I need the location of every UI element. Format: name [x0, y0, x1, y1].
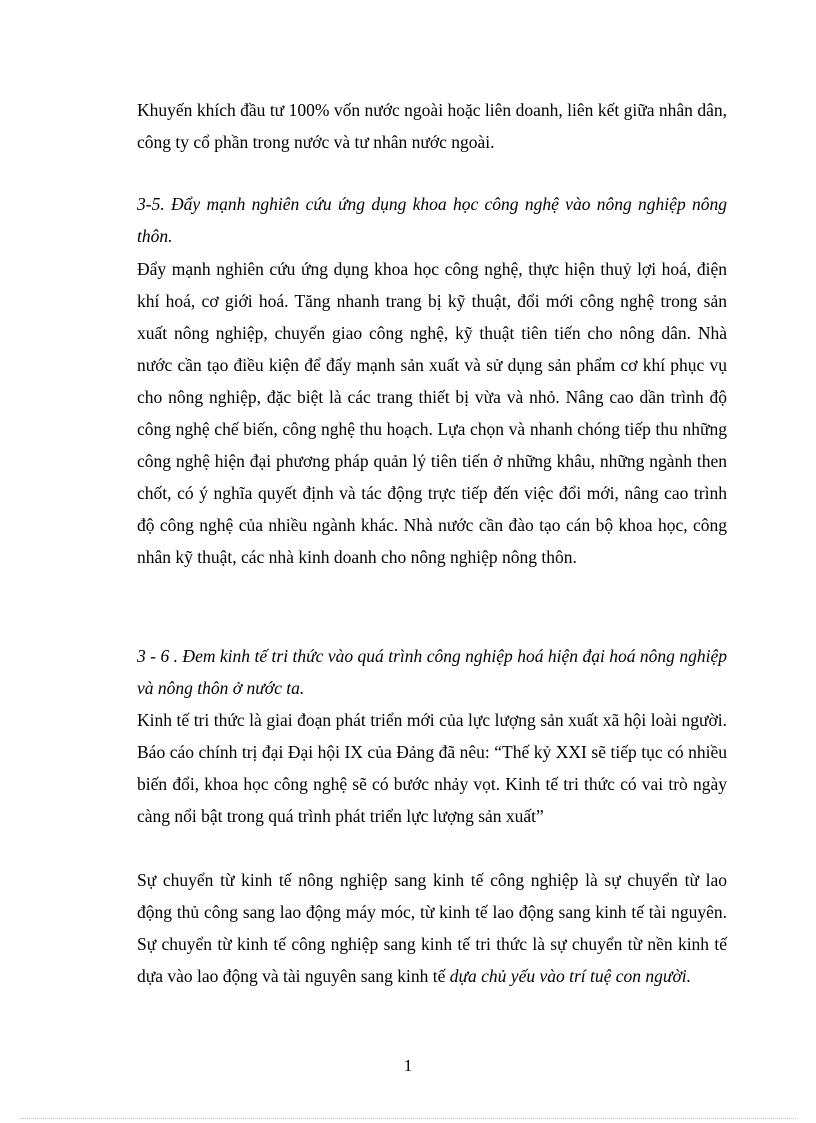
paragraph-foreign-investment: Khuyến khích đầu tư 100% vốn nước ngoài hoặc liên doanh, liên kết giữa nhân dân, công ty cổ phần trong nước và tư nhân nước ngoài.: [137, 100, 727, 152]
page-bottom-divider: [20, 1118, 796, 1119]
heading-3-5: 3-5. Đẩy mạnh nghiên cứu ứng dụng khoa học công nghệ vào nông nghiệp nông thôn.: [137, 194, 727, 246]
paragraph-economic-transition: [137, 864, 727, 992]
paragraph-economic-transition-text: Sự chuyển từ kinh tế nông nghiệp sang kinh tế công nghiệp là sự chuyển từ lao động thủ công sang lao động máy móc, từ kinh tế lao động sang kinh tế tài nguyên. Sự chuyển từ kinh tế công nghiệp sang kinh tế tri thức là sự chuyển từ nền kinh tế dựa vào lao động và tài nguyên sang kinh tế: [137, 870, 727, 986]
page-number: 1: [403, 1056, 413, 1075]
paragraph-science-technology: Đẩy mạnh nghiên cứu ứng dụng khoa học công nghệ, thực hiện thuỷ lợi hoá, điện khí hoá, cơ giới hoá. Tăng nhanh trang bị kỹ thuật, đổi mới công nghệ trong sản xuất nông nghiệp, chuyển giao công nghệ, kỹ thuật tiên tiến cho nông dân. Nhà nước cần tạo điều kiện để đẩy mạnh sản xuất và sử dụng sản phẩm cơ khí phục vụ cho nông nghiệp, đặc biệt là các trang thiết bị vừa và nhỏ. Nâng cao dần trình độ công nghệ chế biến, công nghệ thu hoạch. Lựa chọn và nhanh chóng tiếp thu những công nghệ hiện đại phương pháp quản lý tiên tiến ở những khâu, những ngành then chốt, có ý nghĩa quyết định và tác động trực tiếp đến việc đổi mới, nâng cao trình độ công nghệ của nhiều ngành khác. Nhà nước cần đào tạo cán bộ khoa học, công nhân kỹ thuật, các nhà kinh doanh cho nông nghiệp nông thôn.: [137, 259, 727, 567]
heading-3-6: 3 - 6 . Đem kinh tế tri thức vào quá trình công nghiệp hoá hiện đại hoá nông nghiệp và nông thôn ở nước ta.: [137, 646, 727, 698]
paragraph-knowledge-economy: Kinh tế tri thức là giai đoạn phát triển mới của lực lượng sản xuất xã hội loài người. Báo cáo chính trị đại Đại hội IX của Đảng đã nêu: “Thế kỷ XXI sẽ tiếp tục có nhiều biến đổi, khoa học công nghệ sẽ có bước nhảy vọt. Kinh tế tri thức có vai trò ngày càng nổi bật trong quá trình phát triển lực lượng sản xuất”: [137, 710, 727, 826]
paragraph-economic-transition-italic: dựa chủ yếu vào trí tuệ con người.: [449, 966, 692, 986]
